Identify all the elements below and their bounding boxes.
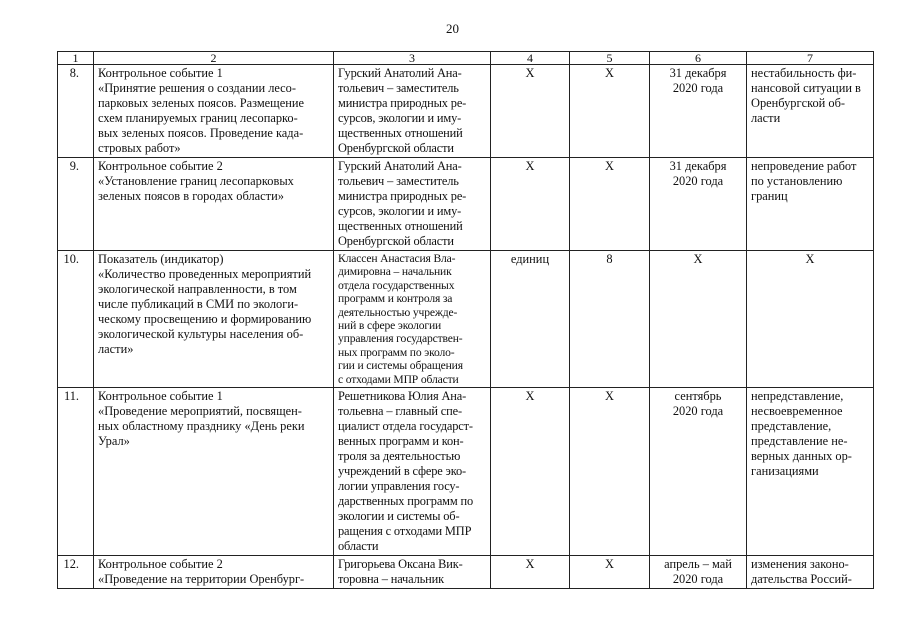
risk-text-line: Х: [805, 252, 815, 266]
deadline-text-line: 2020 года: [672, 81, 724, 95]
responsible-text-line: экологии и системы об-: [338, 509, 460, 524]
responsible-text-line: щественных отношений: [338, 219, 463, 233]
risk-text-line: дательства Россий-: [751, 572, 852, 587]
event-text-line: схем планируемых границ лесопарко-: [98, 111, 298, 125]
responsible-text-line: ращения с отходами МПР: [338, 524, 472, 539]
value-cell: Х: [570, 65, 650, 158]
responsible-text-line: венных программ и кон-: [338, 434, 464, 449]
responsible-text-line: Оренбургской области: [338, 234, 454, 248]
event-text-line: ных областному празднику «День реки: [98, 419, 305, 434]
column-number: 5: [570, 52, 650, 65]
unit-cell: Х: [491, 65, 570, 158]
risk-cell: [747, 556, 874, 589]
column-number: 1: [58, 52, 94, 65]
unit-cell: единиц: [491, 251, 570, 388]
deadline-cell: [650, 556, 747, 589]
row-number-cell: [58, 251, 94, 388]
event-cell: [94, 556, 334, 589]
deadline-text-line: 2020 года: [672, 404, 724, 419]
responsible-text-line: ных программ по эколо-: [338, 345, 455, 359]
event-text-line: Контрольное событие 2: [98, 557, 223, 572]
event-text-line: вых зеленых поясов. Проведение када-: [98, 126, 304, 140]
risk-text-line: верных данных ор-: [751, 449, 852, 464]
event-text-line: «Установление границ лесопарковых: [98, 174, 294, 188]
event-text-line: зеленых поясов в городах области»: [98, 189, 284, 203]
deadline-cell: [650, 388, 747, 556]
risk-text-line: ганизациями: [751, 464, 819, 479]
deadline-text-line: Х: [693, 252, 703, 266]
table-row: [58, 158, 874, 251]
event-text-line: «Принятие решения о создании лесо-: [98, 81, 297, 95]
responsible-text-line: тольевич – заместитель: [338, 174, 459, 188]
risk-text-line: ласти: [751, 111, 781, 125]
risk-cell: [747, 251, 874, 388]
responsible-text-line: деятельностью учрежде-: [338, 305, 458, 319]
event-text-line: Контрольное событие 1: [98, 389, 223, 404]
table-row: [58, 65, 874, 158]
event-cell: [94, 388, 334, 556]
event-text-line: экологической культуры населения об-: [98, 327, 304, 341]
table-row: [58, 556, 874, 589]
event-cell: [94, 158, 334, 251]
value-cell: Х: [570, 158, 650, 251]
deadline-text-line: 31 декабря: [669, 159, 727, 173]
risk-text-line: изменения законо-: [751, 557, 849, 572]
risk-text-line: нансовой ситуации в: [751, 81, 861, 95]
responsible-text-line: Григорьева Оксана Вик-: [338, 557, 463, 572]
responsible-text-line: области: [338, 539, 379, 554]
deadline-text-line: сентябрь: [674, 389, 722, 404]
responsible-text-line: Гурский Анатолий Ана-: [338, 159, 462, 173]
event-text-line: экологической направленности, в том: [98, 282, 297, 296]
responsible-cell: [334, 251, 491, 388]
risk-text-line: непредставление,: [751, 389, 844, 404]
column-number: 6: [650, 52, 747, 65]
event-text-line: Контрольное событие 1: [98, 66, 223, 80]
row-number: 10.: [63, 252, 79, 266]
event-cell: [94, 65, 334, 158]
responsible-text-line: министра природных ре-: [338, 96, 467, 110]
responsible-text-line: Гурский Анатолий Ана-: [338, 66, 462, 80]
event-cell: [94, 251, 334, 388]
deadline-text-line: 2020 года: [672, 174, 724, 188]
responsible-text-line: торовна – начальник: [338, 572, 444, 587]
responsible-text-line: троля за деятельностью: [338, 449, 461, 464]
responsible-text-line: министра природных ре-: [338, 189, 467, 203]
event-text-line: ласти»: [98, 342, 134, 356]
event-text-line: Урал»: [98, 434, 130, 449]
value-cell: 8: [570, 251, 650, 388]
responsible-text-line: тольевна – главный спе-: [338, 404, 462, 419]
row-number-cell: [58, 388, 94, 556]
responsible-text-line: логии управления госу-: [338, 479, 460, 494]
row-number: 12.: [63, 557, 79, 572]
unit-cell: Х: [491, 388, 570, 556]
event-text-line: парковых зеленых поясов. Размещение: [98, 96, 304, 110]
risk-text-line: несвоевременное: [751, 404, 843, 419]
risk-text-line: непроведение работ: [751, 159, 857, 173]
risk-cell: [747, 158, 874, 251]
page-number: 20: [446, 21, 459, 36]
column-number: 7: [747, 52, 874, 65]
risk-text-line: нестабильность фи-: [751, 66, 857, 80]
responsible-text-line: Решетникова Юлия Ана-: [338, 389, 467, 404]
responsible-text-line: Оренбургской области: [338, 141, 454, 155]
responsible-text-line: с отходами МПР области: [338, 372, 459, 386]
responsible-cell: [334, 158, 491, 251]
row-number-cell: [58, 65, 94, 158]
event-text-line: Показатель (индикатор): [98, 252, 224, 266]
row-number: 8.: [69, 66, 79, 80]
deadline-text-line: 31 декабря: [669, 66, 727, 80]
responsible-text-line: отдела государственных: [338, 278, 455, 292]
responsible-text-line: гии и системы обращения: [338, 359, 463, 373]
event-text-line: числе публикаций в СМИ по экологи-: [98, 297, 299, 311]
risk-text-line: Оренбургской об-: [751, 96, 846, 110]
risk-text-line: представление,: [751, 419, 832, 434]
value-cell: Х: [570, 388, 650, 556]
row-number-cell: [58, 556, 94, 589]
risk-cell: [747, 388, 874, 556]
responsible-cell: [334, 556, 491, 589]
event-text-line: «Проведение мероприятий, посвящен-: [98, 404, 302, 419]
event-text-line: «Количество проведенных мероприятий: [98, 267, 312, 281]
event-text-line: ческому просвещению и формированию: [98, 312, 312, 326]
event-text-line: «Проведение на территории Оренбург-: [98, 572, 305, 587]
responsible-text-line: дарственных программ по: [338, 494, 474, 509]
row-number: 11.: [63, 389, 79, 404]
responsible-text-line: Классен Анастасия Вла-: [338, 252, 456, 265]
responsible-text-line: ний в сфере экологии: [338, 319, 442, 333]
table-row: [58, 388, 874, 556]
row-number: 9.: [69, 159, 79, 173]
row-number-cell: [58, 158, 94, 251]
event-text-line: стровых работ»: [98, 141, 181, 155]
unit-cell: Х: [491, 556, 570, 589]
responsible-text-line: управления государствен-: [338, 332, 463, 346]
column-number: 3: [334, 52, 491, 65]
responsible-text-line: циалист отдела государст-: [338, 419, 473, 434]
event-text-line: Контрольное событие 2: [98, 159, 223, 173]
responsible-text-line: димировна – начальник: [338, 265, 452, 279]
column-number: 4: [491, 52, 570, 65]
responsible-text-line: тольевич – заместитель: [338, 81, 459, 95]
responsible-cell: [334, 65, 491, 158]
deadline-cell: [650, 251, 747, 388]
responsible-text-line: учреждений в сфере эко-: [338, 464, 466, 479]
table-row: [58, 251, 874, 388]
responsible-text-line: сурсов, экологии и иму-: [338, 111, 462, 125]
responsible-text-line: щественных отношений: [338, 126, 463, 140]
responsible-text-line: сурсов, экологии и иму-: [338, 204, 462, 218]
deadline-cell: [650, 65, 747, 158]
risk-text-line: по установлению: [751, 174, 843, 188]
risk-text-line: представление не-: [751, 434, 848, 449]
value-cell: Х: [570, 556, 650, 589]
column-number-row: [58, 52, 874, 65]
deadline-text-line: апрель – май: [664, 557, 732, 572]
risk-cell: [747, 65, 874, 158]
risk-text-line: границ: [751, 189, 788, 203]
deadline-cell: [650, 158, 747, 251]
responsible-text-line: программ и контроля за: [338, 292, 453, 306]
unit-cell: Х: [491, 158, 570, 251]
deadline-text-line: 2020 года: [672, 572, 724, 587]
responsible-cell: [334, 388, 491, 556]
control-events-table: [57, 51, 874, 589]
column-number: 2: [94, 52, 334, 65]
